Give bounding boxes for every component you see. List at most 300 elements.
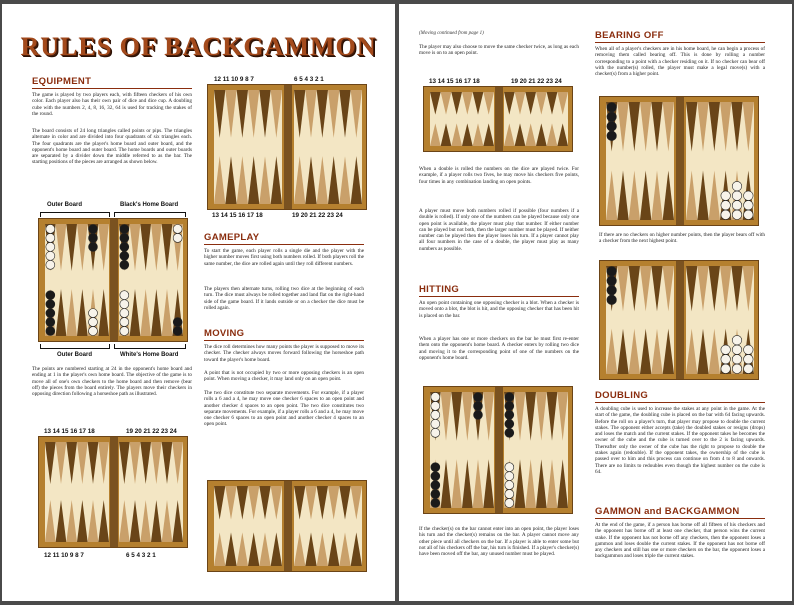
doubling-heading: DOUBLING [595,390,649,401]
hitting-paragraph-2: When a player has one or more checkers on the bar he must first re-enter them onto the opponent's home board. A checker enters by rolling two dice and moving it to the corresponding point of one of the numbers on the opponent's home board. [419,336,579,361]
white-checker [120,291,129,300]
point-numbers: 19 20 21 22 23 24 [126,428,177,435]
point-triangle [66,289,77,336]
point-triangle [259,486,270,520]
black-checker [474,410,483,419]
point-triangle [483,392,494,441]
white-checker [431,393,440,402]
white-checker [505,499,514,508]
white-checker [120,318,129,327]
point-triangle [525,123,536,146]
divider [595,42,765,43]
black-checker [120,242,129,251]
point-triangle [248,532,259,566]
black-checker [607,131,617,141]
white-checker [46,233,55,242]
point-triangle [451,392,462,441]
white-checker [732,354,742,364]
white-checker [431,410,440,419]
hitting-paragraph-3: If the checker(s) on the bar cannot enter into an open point, the player loses his turn and the checker(s) remains on the bar. A player cannot move any other piece until all checkers on the bar. If a player is able to enter some but not all of his checkers off the bar, his turn is finished. If a player's checker(s) have been moved off the bar, any unused number must be played. [419,526,579,558]
point-triangle [686,102,697,152]
point-triangle [45,442,56,484]
point-triangle [162,289,173,336]
point-triangle [617,329,628,374]
equipment-paragraph-1: The game is played by two players each, with fifteen checkers of his own color. Each player also has their own pair of dice and dice cup. A doubling cube with the numbers 2, 4, 8, 16, 32, 64 is used for tracking the stakes of the round. [32,92,192,117]
point-triangle [515,459,526,508]
point-triangle [66,500,77,542]
outer-board-label-bottom: Outer Board [57,352,93,358]
black-checker [607,295,617,305]
divider [419,296,579,297]
white-checker [744,191,754,201]
point-triangle [98,289,109,336]
board-points [606,102,674,220]
point-triangle [77,289,88,336]
point-triangle [720,102,731,152]
page-title: RULES OF BACKGAMMON [20,32,377,61]
board-points [686,102,754,220]
moving-paragraph-3: The two dice constitute two separate movements. For example, if a player rolls a 6 and a 4, he may move one checker 6 spaces to an open point and another checker 4 spaces to an open point. The two dice constitutes two separate movements. For example, if a player rolls a 6 and a 4, he may move one checker 6 spaces to an open point and another checker 4 spaces to an open point. [204,390,364,428]
point-triangle [259,90,270,138]
point-triangle [441,459,452,508]
point-triangle [515,392,526,441]
point-triangle [441,92,452,115]
point-triangle [731,266,742,311]
white-checker [744,210,754,220]
point-triangle [697,170,708,220]
point-triangle [140,289,151,336]
bracket [40,344,110,349]
point-triangle [557,459,568,508]
point-triangle [451,459,462,508]
board-points [294,90,362,204]
point-triangle [515,92,526,115]
black-checker [89,225,98,234]
gameplay-heading: GAMEPLAY [204,232,260,243]
point-triangle [130,224,141,271]
black-checker [607,122,617,132]
page-two [399,4,792,601]
point-triangle [225,90,236,138]
black-checker [431,472,440,481]
point-triangle [151,224,162,271]
point-triangle [441,392,452,441]
bear-off-board-2 [599,260,759,380]
black-checker [89,242,98,251]
point-triangle [629,329,640,374]
point-triangle [271,156,282,204]
bracket [40,212,110,217]
point-triangle [151,289,162,336]
moving-paragraph-2: A point that is not occupied by two or more opposing checkers is an open point. When moving a checker, it may land only on an open point. [204,370,364,383]
point-triangle [162,224,173,271]
black-checker [89,233,98,242]
point-triangle [697,102,708,152]
point-triangle [504,92,515,115]
board-points [686,266,754,374]
bearing-off-paragraph-2: If there are no checkers on higher number points, then the player bears off with a checker from the next highest point. [599,232,765,245]
point-numbers: 12 11 10 9 8 7 [214,76,254,83]
divider [204,340,364,341]
point-triangle [237,486,248,520]
point-triangle [547,123,558,146]
point-triangle [214,532,225,566]
point-triangle [77,224,88,271]
point-triangle [462,459,473,508]
point-triangle [557,92,568,115]
black-checker [46,327,55,336]
white-checker [721,210,731,220]
point-triangle [259,532,270,566]
point-triangle [686,266,697,311]
point-triangle [473,92,484,115]
point-triangle [214,156,225,204]
white-checker [732,345,742,355]
point-triangle [709,102,720,152]
point-triangle [305,156,316,204]
point-triangle [45,500,56,542]
black-checker [505,410,514,419]
white-checker [431,428,440,437]
point-triangle [651,102,662,152]
point-numbers: 13 14 15 16 17 18 [429,78,480,85]
point-triangle [339,486,350,520]
divider [595,518,765,519]
board-points [504,392,568,508]
point-triangle [294,532,305,566]
point-numbers: 6 5 4 3 2 1 [126,552,156,559]
point-triangle [536,123,547,146]
black-checker [505,401,514,410]
white-checker [732,364,742,374]
black-checker [474,393,483,402]
point-triangle [248,156,259,204]
white-checker [732,191,742,201]
black-checker [474,401,483,410]
point-triangle [651,266,662,311]
moving-heading: MOVING [204,328,245,339]
point-triangle [617,170,628,220]
point-numbers: 19 20 21 22 23 24 [511,78,562,85]
point-triangle [547,92,558,115]
point-triangle [430,123,441,146]
point-triangle [351,532,362,566]
point-triangle [119,442,130,484]
divider [204,244,364,245]
point-triangle [151,442,162,484]
point-triangle [663,170,674,220]
point-triangle [483,123,494,146]
point-triangle [720,266,731,311]
point-triangle [462,123,473,146]
point-triangle [617,102,628,152]
point-triangle [305,532,316,566]
continued-note: (Moving continued from page 1) [419,31,484,36]
point-triangle [140,500,151,542]
double-intro-paragraph: The player may also choose to move the same checker twice, as long as each move is on to an open point. [419,44,579,57]
white-checker [744,345,754,355]
point-triangle [663,102,674,152]
point-triangle [317,532,328,566]
point-triangle [140,224,151,271]
white-checker [505,490,514,499]
point-triangle [88,442,99,484]
black-checker [173,318,182,327]
white-checker [89,327,98,336]
home-board-label-top: Black's Home Board [120,202,179,208]
board-points [119,224,183,336]
point-triangle [172,442,183,484]
point-triangle [430,92,441,115]
gameplay-paragraph-2: The players then alternate turns, rolling two dice at the beginning of each turn. The dice must always be rolled together and land flat on the right-hand side of the game board. If it lands outside or on a checker the dice must be rolled again. [204,286,364,311]
point-triangle [617,266,628,311]
equipment-paragraph-2: The board consists of 24 long triangles called points or pips. The triangles alternate in color and are divided into four quadrants of six triangles each. The four quadrants are the player's home board and outer board, and the opponent's home board and outer board. The home boards and outer boards are separated by a divider down the middle referred to as the bar. The starting positions of the pieces are arranged as shown below. [32,128,192,166]
point-triangle [88,500,99,542]
point-triangle [504,123,515,146]
point-triangle [271,90,282,138]
white-checker [744,364,754,374]
black-checker [431,463,440,472]
board-points [45,224,109,336]
point-triangle [525,392,536,441]
home-board-label-bottom: White's Home Board [120,352,179,358]
horseshoe-board-2 [38,436,188,548]
point-triangle [697,266,708,311]
point-triangle [536,459,547,508]
divider [32,88,192,89]
point-triangle [351,90,362,138]
white-checker [721,354,731,364]
board-points [294,486,362,566]
point-triangle [451,92,462,115]
black-checker [505,428,514,437]
point-triangle [214,90,225,138]
black-checker [120,251,129,260]
moving-paragraph-1: The dice roll determines how many points the player is supposed to move its checker. The checker always moves forward following the horseshoe path toward the player's home board. [204,344,364,363]
point-triangle [237,90,248,138]
point-triangle [56,442,67,484]
outer-board-label-top: Outer Board [47,202,83,208]
point-numbers: 19 20 21 22 23 24 [292,212,343,219]
white-checker [744,200,754,210]
point-triangle [225,156,236,204]
double-move-board [423,86,573,152]
white-checker [431,401,440,410]
point-triangle [536,392,547,441]
equipment-heading: EQUIPMENT [32,76,92,87]
white-checker [120,300,129,309]
white-checker [173,225,182,234]
point-triangle [248,90,259,138]
point-triangle [606,329,617,374]
white-checker [505,472,514,481]
point-triangle [317,90,328,138]
point-triangle [515,123,526,146]
point-triangle [525,92,536,115]
points-paragraph: The points are numbered starting at 24 in the opponent's home board and ending at 1 in the player's own home board. The objective of the game is to move all of one's own checkers to the home board and then remove (bear off) the pieces from the board entirely. The players move their checkers in opposing direction following a horseshoe path as illustrated. [32,366,192,398]
point-triangle [557,123,568,146]
point-triangle [709,329,720,374]
black-checker [173,327,182,336]
point-triangle [317,156,328,204]
point-triangle [351,486,362,520]
point-triangle [119,500,130,542]
point-triangle [339,156,350,204]
white-checker [744,354,754,364]
white-checker [732,210,742,220]
point-triangle [697,329,708,374]
dice-move-board [207,480,367,572]
point-triangle [663,329,674,374]
board-points [504,92,568,146]
point-triangle [709,266,720,311]
point-triangle [130,289,141,336]
point-triangle [56,224,67,271]
black-checker [505,393,514,402]
horseshoe-board [207,84,367,210]
point-triangle [651,170,662,220]
point-triangle [483,459,494,508]
point-triangle [557,392,568,441]
point-triangle [294,486,305,520]
white-checker [120,327,129,336]
gameplay-paragraph-1: To start the game, each player rolls a single die and the player with the higher number moves first using both numbers rolled. If both players roll the same number, the dice are rolled again until they roll different numbers. [204,248,364,267]
point-triangle [462,392,473,441]
point-triangle [663,266,674,311]
point-triangle [686,170,697,220]
point-triangle [339,532,350,566]
point-triangle [328,532,339,566]
white-checker [721,200,731,210]
hitting-paragraph-1: An open point containing one opposing checker is a blot. When a checker is moved onto a blot, the blot is hit, and the opposing checker that has been hit is placed on the bar. [419,300,579,319]
point-triangle [547,392,558,441]
black-checker [120,233,129,242]
black-checker [46,318,55,327]
point-triangle [473,123,484,146]
point-triangle [606,170,617,220]
point-triangle [305,90,316,138]
white-checker [46,260,55,269]
black-checker [505,419,514,428]
point-triangle [259,156,270,204]
point-triangle [640,329,651,374]
point-triangle [305,486,316,520]
point-triangle [56,500,67,542]
point-triangle [743,102,754,152]
point-triangle [651,329,662,374]
point-triangle [640,170,651,220]
black-checker [120,260,129,269]
point-triangle [743,266,754,311]
black-checker [46,300,55,309]
point-triangle [629,266,640,311]
point-numbers: 12 11 10 9 8 7 [44,552,84,559]
point-triangle [536,92,547,115]
white-checker [46,242,55,251]
point-triangle [271,486,282,520]
point-triangle [525,459,536,508]
white-checker [46,225,55,234]
point-triangle [686,329,697,374]
doubling-paragraph: A doubling cube is used to increase the stakes at any point in the game. At the start of the game, the doubling cube is placed on the bar with 64 facing upwards. Before the roll on a player's turn, that player may propose to double the current stakes. The opponent either accepts (take) the doubled stakes or resigns (drops) and loses the match and the current stakes. If the opponent takes he becomes the owner of the cube and the cube is turned over to the 2 is facing upwards. Thereafter only the owner of the cube has the right to propose to double the stakes again (redouble). If the opponent takes, the ownership of the cube is passed over to him and this process can continue on from 4 to 8 and onwards. There are no limits to redoubles even though the highest number on the cube is 64. [595,406,765,475]
white-checker [721,191,731,201]
board-points [214,90,282,204]
black-checker [46,309,55,318]
point-triangle [709,170,720,220]
point-triangle [130,500,141,542]
point-triangle [237,532,248,566]
point-triangle [56,289,67,336]
point-triangle [328,486,339,520]
point-triangle [294,156,305,204]
board-points [45,442,109,542]
bearing-off-heading: BEARING OFF [595,30,664,41]
point-triangle [140,442,151,484]
point-triangle [162,442,173,484]
point-triangle [98,442,109,484]
page-one [2,4,395,601]
point-triangle [248,486,259,520]
black-checker [607,112,617,122]
must-move-paragraph: A player must move both numbers rolled if possible (four numbers if a double is rolled). If only one of the numbers can be played because only one open point is available, the player must play that number. If either number can be played but not both, then the larger number must be played. If neither number can be played then the player loses his turn. If a player cannot play all four numbers in the case of a double, the player must play as many numbers as possible. [419,208,579,252]
board-points [430,392,494,508]
point-triangle [629,102,640,152]
point-triangle [225,532,236,566]
white-checker [173,233,182,242]
doubles-paragraph: When a double is rolled the numbers on the dice are played twice. For example, if a player rolls two fives, he may move his checkers five points, four times in any combination landing on open points. [419,166,579,185]
white-checker [732,200,742,210]
point-triangle [328,156,339,204]
white-checker [120,309,129,318]
start-board [38,218,188,342]
point-triangle [225,486,236,520]
point-triangle [473,459,484,508]
point-triangle [640,266,651,311]
point-triangle [328,90,339,138]
point-triangle [451,123,462,146]
black-checker [431,499,440,508]
board-points [430,92,494,146]
point-triangle [441,123,452,146]
white-checker [505,463,514,472]
bear-off-board-1 [599,96,759,226]
bracket [114,344,186,349]
point-triangle [172,500,183,542]
point-triangle [271,532,282,566]
black-checker [607,103,617,113]
white-checker [431,419,440,428]
board-points [119,442,183,542]
white-checker [46,251,55,260]
point-triangle [98,500,109,542]
black-checker [607,286,617,296]
black-checker [120,225,129,234]
board-points [214,486,282,566]
point-numbers: 6 5 4 3 2 1 [294,76,324,83]
point-triangle [162,500,173,542]
point-triangle [214,486,225,520]
point-triangle [731,102,742,152]
white-checker [505,481,514,490]
point-triangle [629,170,640,220]
black-checker [431,481,440,490]
point-triangle [640,102,651,152]
white-checker [721,364,731,374]
point-triangle [66,224,77,271]
black-checker [46,291,55,300]
divider [595,402,765,403]
black-checker [607,267,617,277]
